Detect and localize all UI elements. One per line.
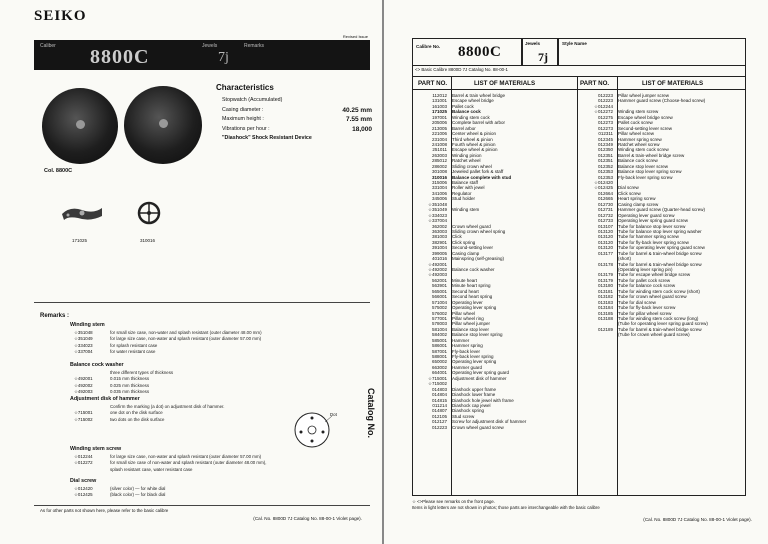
dot-label: Dot xyxy=(330,412,337,417)
part-number: 013120 xyxy=(597,234,613,240)
characteristics-row: Maximum height : 7.55 mm xyxy=(222,116,372,124)
jewels-label: Jewels xyxy=(525,41,541,46)
part-number: 013177 xyxy=(597,250,613,256)
part-name: (Tube for operating lever spring guard screw) xyxy=(618,321,708,327)
part-number: 011214 xyxy=(432,402,447,408)
remark-group-adjustment-disk: Adjustment disk of hammer Confirm the marking (a dot) on adjustment disk of hammer. ☆715001 one dot on the disk surface ☆715002 two dots on the disk surface xyxy=(74,396,294,423)
part-number: ☆715001 xyxy=(427,375,447,381)
part-number: 013120 xyxy=(597,245,613,251)
part-number: 251011 xyxy=(432,147,447,153)
part-name: (Tube for crown wheel guard screw) xyxy=(618,332,690,338)
revised-label: Revised Issue xyxy=(342,34,368,39)
part-number: ☆337004 xyxy=(427,218,447,224)
part-name: Tube for escape wheel bridge screw xyxy=(618,272,691,278)
part-number: 012311 xyxy=(598,131,613,137)
part-number: 401016 xyxy=(431,256,447,262)
part-number: 012351 xyxy=(597,158,613,164)
footer-catalog: (Cal. No. 8800D 7J Catalog No. 88-00-1 Violet page). xyxy=(643,517,752,522)
part-no-header: PART NO. xyxy=(580,80,610,87)
part-name: Barrel & train wheel bridge xyxy=(452,93,506,98)
part-name: Winding stem xyxy=(452,207,480,213)
part-number: ☆492001 xyxy=(427,261,447,267)
footnote: ☆ <>Please see remarks on the front page. xyxy=(412,499,495,504)
part-number: 012665 xyxy=(597,196,613,202)
part-name: Hammer guard xyxy=(452,364,483,370)
part-name: Casing clamp xyxy=(452,250,480,256)
part-number: 012353 xyxy=(597,174,613,180)
part-name: Operating lever xyxy=(452,299,483,305)
part-name: Crown wheel guard screw xyxy=(452,424,504,430)
part-number: 399005 xyxy=(431,250,447,256)
caliber-number: 8800C xyxy=(90,46,150,68)
basic-calibre-reference: <> Basic Calibre 8800D 7J Catalog No. 88-00-1 xyxy=(415,67,508,72)
part-name: Second heart spring xyxy=(452,294,493,300)
part-number: 013185 xyxy=(597,310,613,316)
part-name: Hammer guard screw (Quarter-head screw) xyxy=(618,207,706,213)
part-number: 013120 xyxy=(597,239,613,245)
part-number: 012732 xyxy=(597,212,613,218)
jewels-label: Jewels xyxy=(202,43,218,49)
part-name: Second-setting lever xyxy=(452,245,494,251)
part-number: 576002 xyxy=(431,310,447,316)
part-number: 013178 xyxy=(597,261,613,267)
footnote: Items in light letters are not shown in photos; those parts are interchangeable with the basic calibre xyxy=(412,505,600,510)
part-number: 014807 xyxy=(431,408,447,414)
part-number: 650002 xyxy=(431,359,447,365)
part-name: Roller with jewel xyxy=(452,185,485,191)
part-name: Pillar wheel jumper xyxy=(452,321,491,327)
remark-line: ☆012420 (silver color) — for white dial xyxy=(74,486,166,492)
part-no-header: PART NO. xyxy=(418,80,448,87)
part-number: 315006 xyxy=(431,180,447,185)
part-name: Pallet cock xyxy=(452,103,474,109)
part-number: 012349 xyxy=(597,141,613,147)
remark-line: Confirm the marking (a dot) on adjustment disk of hammer. xyxy=(110,404,225,410)
part-number: 012350 xyxy=(597,147,613,153)
characteristics-title: Characteristics xyxy=(216,83,274,92)
part-name: Minute heart xyxy=(452,277,478,283)
part-name: Fourth wheel & pinion xyxy=(452,141,496,147)
part-number: 213005 xyxy=(431,125,447,131)
part-number: 563901 xyxy=(431,283,447,289)
part-name: Fly-back lever spring screw xyxy=(618,174,673,180)
part-name: Dial screw xyxy=(618,185,639,191)
part-name: Third wheel & pinion xyxy=(452,136,493,142)
footer-catalog: (Cal. No. 8800D 7J Catalog No. 88-00-1 Violet page). xyxy=(253,516,362,521)
part-name: Stud holder xyxy=(452,196,476,202)
part-name: Tube for crown wheel guard screw xyxy=(618,294,687,300)
remark-line: ☆715002 two dots on the disk surface xyxy=(74,416,165,422)
part-name: Operating lever spring xyxy=(452,359,497,365)
parts-list-row xyxy=(579,332,745,337)
part-number: ☆492002 xyxy=(427,267,447,272)
part-name: Winding stem cock xyxy=(452,114,490,120)
part-name: Tube for pallet cock screw xyxy=(618,277,671,283)
part-caption: 310016 xyxy=(140,238,156,243)
part-name: Tube for hammer spring screw xyxy=(618,234,679,240)
part-number: 286002 xyxy=(431,163,447,169)
part-name: Diashock spring xyxy=(452,408,485,414)
part-number: 197001 xyxy=(431,114,447,120)
remark-group-winding-stem: Winding stem ☆351048 for small size case, non-water and splash resistant (outer diameter 48.00 mm) ☆351049 for large size case, non-water and splash resistant (outer diameter 57.00 mm) ☆334023 for splash resistant case ☆337004 for water resistant case xyxy=(74,322,344,355)
part-name: Balance stop lever spring screw xyxy=(618,169,682,175)
part-name: Jeweled pallet fork & staff xyxy=(452,169,504,175)
part-number: 013181 xyxy=(597,288,613,294)
part-number: 012223 xyxy=(597,93,613,98)
part-number: 577001 xyxy=(431,315,447,321)
part-name: Hammer guard screw (Choose-head screw) xyxy=(618,98,706,104)
part-number: 013180 xyxy=(597,283,613,289)
part-number: 571004 xyxy=(431,299,447,305)
part-number: 664001 xyxy=(431,370,447,376)
part-number: 363003 xyxy=(431,228,447,234)
part-number: 663002 xyxy=(431,364,447,370)
calibre-number: 8800C xyxy=(458,44,502,60)
part-name: Tube for balance stop lever spring washer xyxy=(618,228,702,234)
part-name: Ratchet wheel xyxy=(452,158,481,164)
style-name-label: Style Name xyxy=(562,41,587,46)
characteristics-row: Vibrations per hour : 18,000 xyxy=(222,125,372,133)
part-number: 587001 xyxy=(431,348,447,354)
materials-header: LIST OF MATERIALS xyxy=(474,80,536,87)
part-name: Second heart xyxy=(452,288,479,294)
part-number: 310016 xyxy=(431,174,447,180)
right-footnotes xyxy=(412,499,752,511)
part-name: Winding stem cock screw xyxy=(618,147,669,153)
part-number: 586001 xyxy=(431,343,447,349)
part-name: Hammer spring screw xyxy=(618,136,662,142)
remark-line: ☆492002 0.025 mm thickness xyxy=(74,382,150,388)
materials-header: LIST OF MATERIALS xyxy=(642,80,704,87)
part-number: ☆012244 xyxy=(593,103,613,109)
part-number: 012664 xyxy=(597,190,613,196)
characteristics-row: Casing diameter : 40.25 mm xyxy=(222,106,372,114)
part-name: Casing clamp screw xyxy=(618,201,659,207)
part-name: Balance stop lever xyxy=(452,326,490,332)
part-number xyxy=(579,332,617,337)
part-number: 012275 xyxy=(597,114,613,120)
part-number: 301008 xyxy=(431,169,447,175)
part-name: Fly-back lever xyxy=(452,348,481,354)
part-name: Pillar wheel screw xyxy=(618,131,655,137)
remark-line: ☆334023 for splash resistant case xyxy=(74,342,158,348)
remark-line: splash resistant case, water resistant case xyxy=(110,466,193,472)
part-number: ☆012272 xyxy=(593,109,613,115)
part-number: 013188 xyxy=(597,315,613,321)
part-number: 012273 xyxy=(597,120,613,126)
remark-line: ☆012425 (black color) — for black dial xyxy=(74,492,166,498)
part-name: Tube for barrel & train-wheel bridge screw xyxy=(618,261,702,267)
part-name: Balance complete with stud xyxy=(452,174,512,180)
part-number: 012223 xyxy=(597,98,613,104)
part-number: 381003 xyxy=(431,234,447,240)
remark-line: ☆012244 for large size case, non-water and splash resistant (outer diameter 57.00 mm) xyxy=(74,454,262,460)
part-name: Tube for fly-back lever spring screw xyxy=(618,239,689,245)
part-name: Tube for winding stem cock screw (short) xyxy=(618,288,700,294)
part-name: Tube for balance stop lever screw xyxy=(618,223,686,229)
part-number: 391004 xyxy=(431,245,447,251)
caliber-label: Caliber xyxy=(40,43,56,49)
part-name: Operating lever spring guard screw xyxy=(618,218,689,224)
part-name: Hammer spring xyxy=(452,343,483,349)
part-name: Operating lever guard screw xyxy=(618,212,675,218)
part-name: Click xyxy=(452,234,462,240)
part-name: Tube for winding stem cock screw (long) xyxy=(618,315,699,321)
part-number: ☆715002 xyxy=(427,381,447,387)
part-name: Sliding crown wheel xyxy=(452,163,492,169)
part-number: 012731 xyxy=(597,207,613,213)
part-number: 562001 xyxy=(431,277,447,283)
part-caption: 171025 xyxy=(72,238,88,243)
part-number: 566001 xyxy=(431,294,447,300)
part-number: 331004 xyxy=(431,185,447,191)
caliber-header-bar xyxy=(34,40,370,70)
remark-line: three different types of thickness xyxy=(110,370,174,376)
part-number: 221006 xyxy=(431,131,447,137)
part-number: 012733 xyxy=(597,218,613,224)
part-name: Pillar wheel jumper screw xyxy=(618,93,670,98)
part-name: Winding stem screw xyxy=(618,109,659,115)
part-name: Tube for barrel & train-wheel bridge screw xyxy=(618,250,702,256)
remark-group-winding-stem-screw: Winding stem screw ☆012244 for large size case, non-water and splash resistant (outer diameter 57.00 mm) ☆012272 for small size case of non-water and splash resistant (outer diameter 48.00 mm), splash resistant case, water resistant case xyxy=(74,446,344,473)
part-name: Adjustment disk of hammer xyxy=(452,375,507,381)
part-number: 013120 xyxy=(597,228,613,234)
part-name: Balance stop lever screw xyxy=(618,163,669,169)
remark-line: ☆337004 for water resistant case xyxy=(74,348,156,354)
part-number: 012352 xyxy=(597,163,613,169)
characteristics-table xyxy=(222,96,372,144)
part-name: Tube for operating lever spring guard screw xyxy=(618,245,705,251)
part-name: Tube for balance cock screw xyxy=(618,283,676,289)
part-name: Winding pinion xyxy=(452,152,482,158)
part-number: 362002 xyxy=(431,223,447,229)
part-name: Diashock hole jewel with frame xyxy=(452,397,514,403)
part-number: 012273 xyxy=(597,125,613,131)
part-name: Crown wheel guard xyxy=(452,223,491,229)
part-name: Diashock upper frame xyxy=(452,386,497,392)
calibre-label: Calibre No. xyxy=(416,44,441,49)
part-name: Heart spring screw xyxy=(618,196,656,202)
part-name: Stud screw xyxy=(452,413,475,419)
remarks-header-label: Remarks xyxy=(244,43,265,49)
part-name: Center wheel & pinion xyxy=(452,131,497,137)
part-name: Mainspring (self-greasing) xyxy=(452,256,505,262)
part-number: 131001 xyxy=(431,98,447,104)
part-name: Pallet cock screw xyxy=(618,120,653,126)
part-name: Balance stop lever spring xyxy=(452,332,503,338)
characteristics-row: "Diashock" Shock Resistant Device xyxy=(222,135,312,142)
remark-line: ☆351049 for large size case, non-water and splash resistant (outer diameter 57.00 mm) xyxy=(74,336,262,342)
balance-cock-photo xyxy=(60,202,104,224)
part-number: ☆351049 xyxy=(427,207,447,213)
part-name: (short) xyxy=(618,256,632,262)
part-number: 012223 xyxy=(431,424,447,430)
part-number: 013179 xyxy=(597,272,613,278)
remark-line: ☆492003 0.035 mm thickness xyxy=(74,388,150,394)
part-number: 012105 xyxy=(431,413,447,419)
part-number: ☆012425 xyxy=(593,185,613,191)
part-number: 345006 xyxy=(431,196,447,202)
part-name: Balance staff xyxy=(452,180,478,185)
remark-group-balance-cock-washer: Balance cock washer three different types of thickness ☆492001 0.015 mm thickness ☆492002 0.025 mm thickness ☆492003 0.035 mm thickness xyxy=(74,362,344,395)
part-name: Barrel & train-wheel bridge screw xyxy=(618,152,685,158)
part-number: 205006 xyxy=(431,120,447,126)
part-number: 012351 xyxy=(597,152,613,158)
balance-wheel-photo xyxy=(136,200,162,226)
part-name: Tube for barrel & train-wheel bridge screw xyxy=(618,326,702,332)
part-number: 588001 xyxy=(431,354,447,359)
part-name: Balance cock washer xyxy=(452,267,495,272)
part-name: Escape wheel & pinion xyxy=(452,147,498,153)
part-number: 012127 xyxy=(431,419,447,425)
part-name: Operating lever spring xyxy=(452,305,497,311)
part-number: ☆012420 xyxy=(593,180,613,185)
part-number: 263003 xyxy=(431,152,447,158)
part-number: 578003 xyxy=(431,321,447,327)
remark-line: ☆492001 0.015 mm thickness xyxy=(74,376,150,382)
movement-back-photo xyxy=(124,86,202,164)
part-number: 013184 xyxy=(597,305,613,311)
divider xyxy=(34,505,370,506)
part-number: 014803 xyxy=(431,386,447,392)
remarks-title: Remarks : xyxy=(40,313,70,319)
part-name: Ratchet wheel screw xyxy=(618,141,660,147)
part-number: 012353 xyxy=(597,169,613,175)
part-number: 585001 xyxy=(431,337,447,343)
brand-logo: SEIKO xyxy=(34,8,87,24)
movement-caption: Col. 8800C xyxy=(44,168,73,174)
part-number: 014804 xyxy=(431,392,447,398)
part-number: 231004 xyxy=(431,136,447,142)
parts-list-right xyxy=(579,93,745,338)
characteristics-row: Stopwatch (Accumulated) xyxy=(222,97,283,103)
part-name: Balance cock screw xyxy=(618,158,658,164)
part-name: Regulator xyxy=(452,190,472,196)
part-number: 013179 xyxy=(597,277,613,283)
part-name: Screw for adjustment disk of hammer xyxy=(452,419,527,425)
part-number: 581004 xyxy=(431,326,447,332)
part-name: Pillar wheel xyxy=(452,310,476,316)
left-page xyxy=(0,0,382,544)
movement-front-photo xyxy=(42,88,118,164)
part-number: ☆492003 xyxy=(427,272,447,278)
divider xyxy=(34,302,370,303)
footer-note: As for other parts not shown here, please refer to the basic calibre xyxy=(40,508,169,513)
part-name: Escape wheel bridge screw xyxy=(618,114,673,120)
part-number: 112012 xyxy=(432,93,447,98)
parts-list-left xyxy=(413,93,579,430)
part-name: Tube for dial screw xyxy=(618,299,656,305)
part-name: Diashock lower frame xyxy=(452,392,496,398)
part-name: (Operating lever spring pin) xyxy=(618,267,673,272)
parts-list-row xyxy=(413,425,579,430)
part-number: 382901 xyxy=(431,239,447,245)
part-name: Fly-back lever spring xyxy=(452,354,494,359)
part-number: 171025 xyxy=(431,109,447,115)
part-name: Complete barrel with arbor xyxy=(452,120,506,126)
part-name: Tube for pillar wheel screw xyxy=(618,310,672,316)
part-name: Escape wheel bridge xyxy=(452,98,494,104)
part-number: 575002 xyxy=(431,305,447,311)
part-number: 013182 xyxy=(597,294,613,300)
part-number: 013107 xyxy=(597,223,613,229)
part-number: 565001 xyxy=(431,288,447,294)
part-number: 012345 xyxy=(597,136,613,142)
part-name: Sliding crown wheel spring xyxy=(452,228,506,234)
part-number: 241008 xyxy=(431,141,447,147)
remark-line: ☆012272 for small size case of non-water and splash resistant (outer diameter 48.00 mm), xyxy=(74,460,267,466)
part-name: Barrel arbor xyxy=(452,125,476,131)
part-number: 014815 xyxy=(431,397,447,403)
part-number: ☆351048 xyxy=(427,201,447,207)
jewels-number: 7j xyxy=(538,50,548,64)
part-name: Second-setting lever screw xyxy=(618,125,673,131)
jewels-number: 7j xyxy=(218,50,229,65)
part-number: 341006 xyxy=(431,190,447,196)
part-name: Diashock cap jewel xyxy=(452,402,491,408)
part-number: ☆334023 xyxy=(427,212,447,218)
part-number: 584002 xyxy=(431,332,447,338)
part-name: Hammer xyxy=(452,337,470,343)
part-name: Operating lever spring guard xyxy=(452,370,510,376)
remark-line: ☆715001 one dot on the disk surface xyxy=(74,410,163,416)
part-name: Click screw xyxy=(618,190,641,196)
part-number: 012189 xyxy=(597,326,613,332)
part-number: 013183 xyxy=(597,299,613,305)
part-name: Tube for fly-back lever screw xyxy=(618,305,676,311)
part-number: 285012 xyxy=(431,158,447,164)
remark-group-dial-screw: Dial screw ☆012420 (silver color) — for white dial ☆012425 (black color) — for black dial xyxy=(74,478,344,499)
part-name: Minute heart spring xyxy=(452,283,491,289)
remark-line: ☆351048 for small size case, non-water and splash resistant (outer diameter 48.00 mm) xyxy=(74,330,262,336)
part-name: Pillar wheel ring xyxy=(452,315,484,321)
part-name: Click spring xyxy=(452,239,476,245)
part-number: 012730 xyxy=(597,201,613,207)
right-page xyxy=(384,0,768,544)
catalog-side-tab: Catalog No. xyxy=(366,388,376,439)
part-number: 161003 xyxy=(431,103,447,109)
part-name: Balance cock xyxy=(452,109,481,115)
